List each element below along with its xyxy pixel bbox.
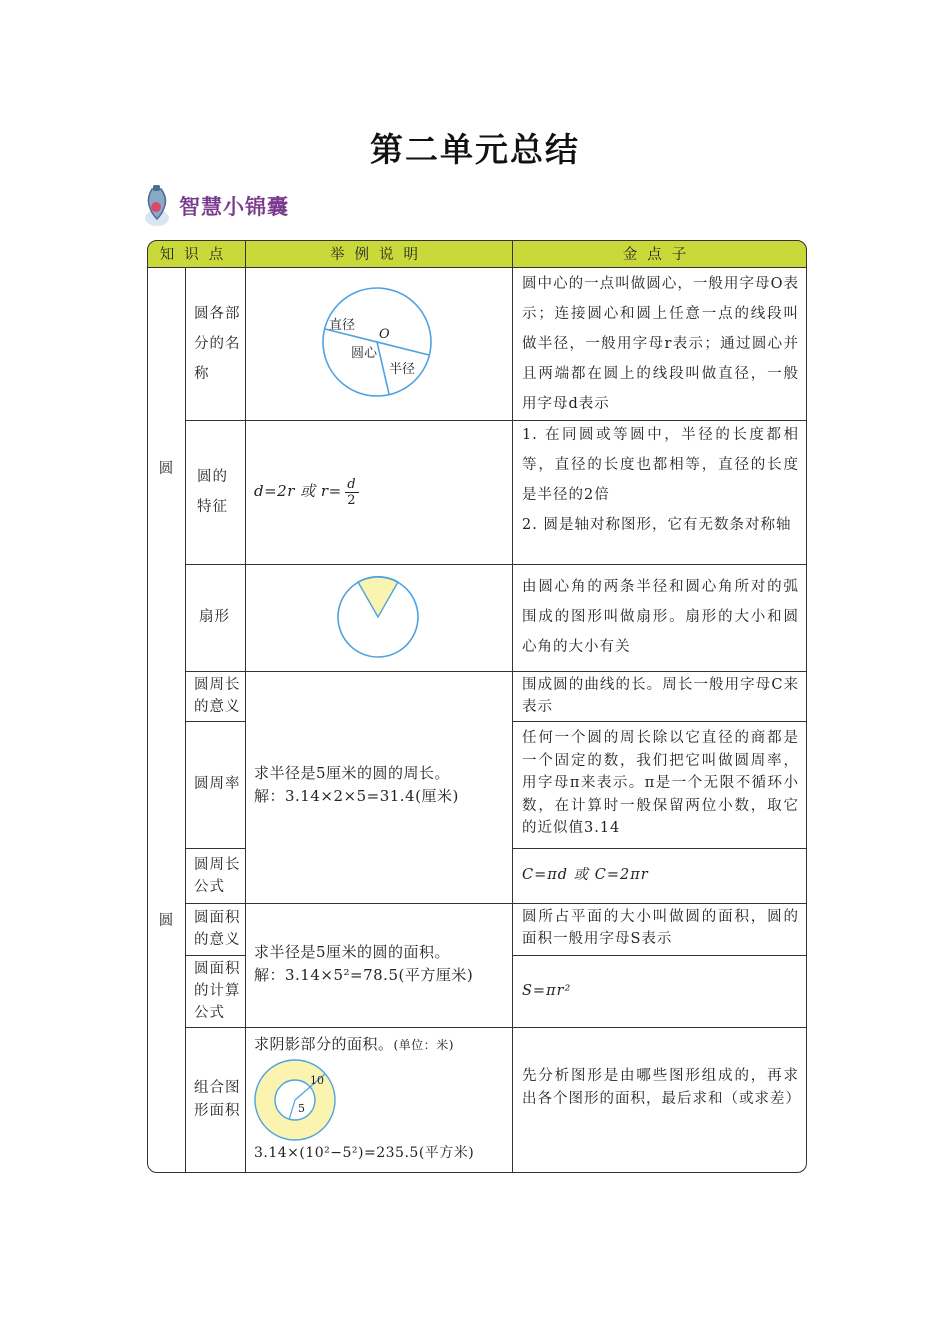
- section-label: 智慧小锦囊: [179, 195, 289, 219]
- tip-text: 由圆心角的两条半径和圆心角所对的弧围成的图形叫做扇形。扇形的大小和圆心角的大小有关: [522, 579, 799, 655]
- tip-text: 先分析图形是由哪些图形组成的，再求出各个图形的面积，最后求和（或求差）: [522, 1068, 801, 1107]
- fraction: [345, 477, 359, 508]
- fraction-numerator: d: [347, 476, 357, 492]
- fraction-denominator: 2: [345, 492, 359, 508]
- outer-radius-label: 10: [310, 1074, 324, 1087]
- header-tips: 金点子: [513, 240, 806, 267]
- knowledge-name: 圆面积的计算公式: [194, 961, 241, 1021]
- page-title: 第二单元总结: [370, 130, 580, 169]
- formula-lhs: d=2r 或 r=: [254, 482, 342, 501]
- center-letter: O: [379, 327, 390, 342]
- tip-text: 圆中心的一点叫做圆心，一般用字母O表示；连接圆心和圆上任意一点的线段叫做半径，一般用字母r表示；通过圆心并且两端都在圆上的线段叫做直径，一般用字母d表示: [522, 276, 799, 412]
- knowledge-name: 圆的特征: [197, 469, 228, 515]
- knowledge-name: 圆周长的意义: [194, 677, 241, 715]
- circle-parts-diagram: [317, 280, 437, 402]
- lightbulb-icon: [143, 185, 173, 227]
- tip-text: S=πr²: [522, 982, 572, 999]
- knowledge-name: 圆各部分的名称: [194, 305, 241, 382]
- inner-radius-label: 5: [298, 1102, 305, 1115]
- header-example: 举例说明: [246, 240, 512, 267]
- category-circle: 圆: [158, 460, 174, 477]
- sector-fill: [358, 577, 398, 617]
- diameter-label: 直径: [329, 318, 356, 333]
- example-solution: 解：3.14×2×5=31.4(厘米): [254, 787, 459, 805]
- center-label: 圆心: [351, 346, 378, 361]
- example-solution: 解：3.14×5²=78.5(平方厘米): [254, 966, 474, 984]
- composite-example: [254, 1033, 510, 1056]
- tip-text: 围成圆的曲线的长。周长一般用字母C来表示: [522, 677, 799, 715]
- example-question: 求半径是5厘米的圆的面积。: [254, 943, 451, 961]
- tip-text: 任何一个圆的周长除以它直径的商都是一个固定的数，我们把它叫做圆周率，用字母π来表示。π是一个无限不循环小数，在计算时一般保留两位小数，取它的近似值3.14: [522, 730, 799, 836]
- unit-note: (单位：米): [393, 1038, 454, 1052]
- tip-text: 1. 在同圆或等圆中，半径的长度都相等，直径的长度也都相等，直径的长度是半径的2倍 2. 圆是轴对称图形，它有无数条对称轴: [522, 427, 799, 533]
- radius-line: [377, 342, 389, 394]
- circle-formula: [254, 472, 359, 512]
- grid-line: [245, 240, 246, 1172]
- example-question: 求阴影部分的面积。: [254, 1035, 394, 1053]
- category-circle: 圆: [158, 913, 174, 930]
- sector-diagram: [337, 576, 419, 658]
- grid-line: [185, 267, 186, 1172]
- tip-text: C=πd 或 C=2πr: [522, 867, 649, 884]
- knowledge-name: 圆周率: [194, 776, 241, 793]
- ring-diagram: [253, 1058, 337, 1142]
- composite-solution: 3.14×(10²−5²)=235.5(平方米): [254, 1145, 475, 1161]
- knowledge-name: 圆面积的意义: [194, 910, 241, 948]
- tip-text: 圆所占平面的大小叫做圆的面积，圆的面积一般用字母S表示: [522, 909, 799, 947]
- section-heading: [143, 184, 289, 228]
- knowledge-name: 圆周长公式: [194, 856, 241, 895]
- knowledge-name: 组合图形面积: [194, 1079, 241, 1119]
- knowledge-name: 扇形: [199, 609, 230, 626]
- circumference-example: [254, 762, 510, 808]
- example-question: 求半径是5厘米的圆的周长。: [254, 764, 451, 782]
- header-knowledge: 知识点: [148, 240, 245, 267]
- area-example: [254, 941, 510, 987]
- summary-table: [147, 240, 807, 1173]
- radius-label: 半径: [389, 362, 416, 377]
